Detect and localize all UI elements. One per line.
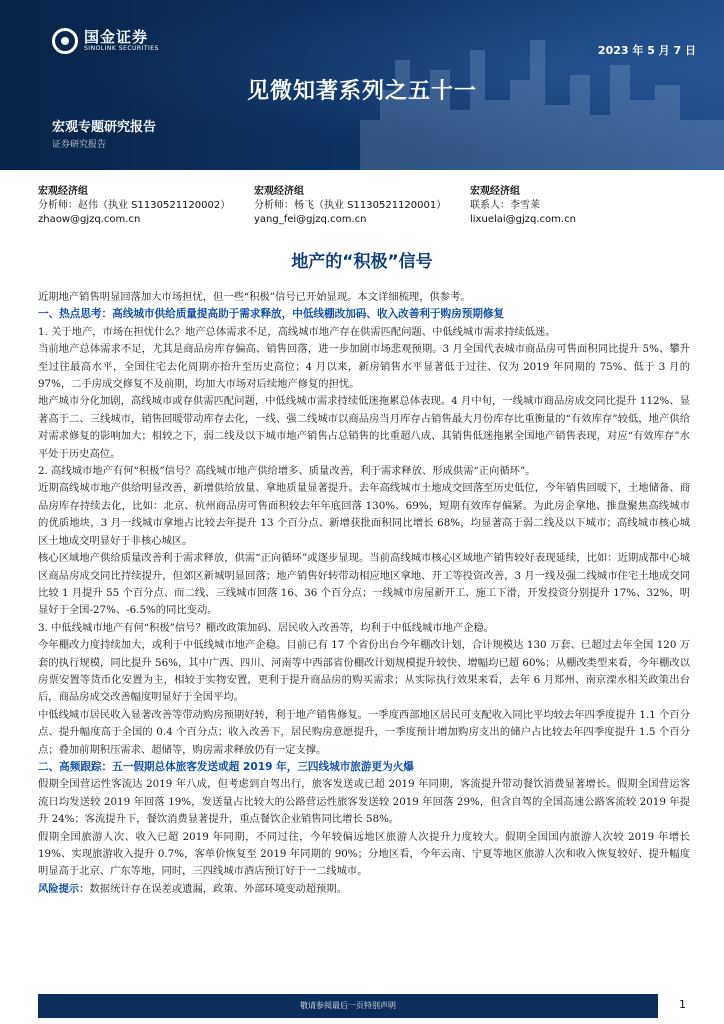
author-email[interactable]: zhaow@gjzq.com.cn: [38, 214, 141, 225]
paragraph: 3. 中低线城市地产有何“积极”信号？棚改政策加码、居民收入改善等，均利于中低线城市地产企稳。: [38, 621, 495, 634]
risk-label: 风险提示：: [38, 882, 90, 895]
footer-disclaimer: 敬请参阅最后一页特别声明: [38, 994, 658, 1018]
paragraph: 假期全国营运性客流达 2019 年八成，但考虑到自驾出行，旅客发送或已超 2019 年同期，客流提升带动餐饮消费显著增长。假期全国营运客流日均发送较 2019 年回落 19%，发送量占比较大的公路营运性旅客发送较 2019 年回落 29%，但含自驾的全国高速公路客流较 2019 年提升 24%；客流提升下，餐饮消费显著提升，重点餐饮企业销售同比增长 58%。: [38, 778, 690, 826]
author-group: 宏观经济组: [38, 186, 88, 197]
paragraph: 今年棚改力度持续加大，或利于中低线城市地产企稳。目前已有 17 个省份出台今年棚改计划，合计规模达 130 万套、已超过去年全国 120 万套的执行规模，同比提升 56%，其中广西、四川、河南等中西部省份棚改计划规模提升较快、增幅均已超 60%；从棚改类型来看，今年棚改以房票安置等货币化安置为主，相较于实物安置，更利于提升商品房的购买需求；从实际执行效果来看，去年 6 月郑州、南京溧水相关政策出台后，商品房成交改善幅度明显好于全国平均。: [38, 639, 690, 704]
report-header: [0, 0, 724, 170]
author-group: 宏观经济组: [254, 186, 304, 197]
section-heading: 一、热点思考：高线城市供给质量提高助于需求释放，中低线棚改加码、收入改善利于购房预期修复: [38, 308, 505, 321]
company-logo: [52, 28, 159, 54]
paragraph: 当前地产总体需求不足，尤其是商品房库存偏高、销售回落，进一步加剧市场悲观预期。3 月全国代表城市商品房可售面积同比提升 5%、攀升至过往最高水平，全国住宅去化周期亦抬升至历史高位；4 月以来，新房销售水平显著低于过往、仅为 2019 年同期的 75%、低于 3 月的 97%，二手房成交修复不及前期，均加大市场对后续地产修复的担忧。: [38, 343, 690, 391]
logo-icon: [52, 28, 78, 54]
author-group: 宏观经济组: [470, 186, 520, 197]
risk-text: 数据统计存在误差或遗漏，政策、外部环境变动超预期。: [89, 882, 347, 895]
report-subtype: 证券研究报告: [52, 140, 107, 150]
paragraph: 地产城市分化加剧，高线城市或存供需匹配问题，中低线城市需求持续低迷拖累总体表现。4 月中旬，一线城市商品房成交同比提升 112%、显著高于二、三线城市，销售回暖带动库存去化，一线、强二线城市以商品房当月库存占销售最大月份库存比重衡量的“有效库存”较低，地产供给对需求修复的影响加大；相较之下，弱二线及以下城市地产销售占总销售的比重超八成、其销售低迷拖累全国地产销售表现，对应“有效库存”水平处于历史高位。: [38, 395, 690, 460]
series-title: 见微知著系列之五十一: [246, 79, 477, 104]
author-line: 联系人：李雪莱: [470, 200, 540, 211]
document-title: 地产的“积极”信号: [291, 252, 433, 272]
page-number: 1: [679, 998, 686, 1011]
author-email[interactable]: yang_fei@gjzq.com.cn: [254, 214, 367, 225]
report-body: [38, 289, 690, 898]
section-heading: 二、高频跟踪：五一假期总体旅客发送或超 2019 年，三四线城市旅游更为火爆: [38, 760, 414, 773]
paragraph: 2. 高线城市地产有何“积极”信号？高线城市地产供给增多、质量改善，利于需求释放、形成供需“正向循环”。: [38, 465, 536, 478]
report-type: 宏观专题研究报告: [52, 120, 157, 135]
author-email[interactable]: lixuelai@gjzq.com.cn: [470, 214, 576, 225]
logo-name-en: SINOLINK SECURITIES: [84, 45, 159, 52]
report-date: 2023 年 5 月 7 日: [597, 44, 696, 57]
paragraph: 中低线城市居民收入显著改善等带动购房预期好转，利于地产销售修复。一季度西部地区居民可支配收入同比平均较去年四季度提升 1.1 个百分点、提升幅度高于全国的 0.4 个百分点；收入改善下，居民购房意愿提升，一季度预计增加购房支出的储户占比较去年四季度提升 1.5 个百分点；叠加前期积压需求、超储等，购房需求释放仍有一定支撑。: [38, 708, 690, 756]
author-block: [38, 185, 688, 229]
paragraph: 核心区域地产供给质量改善利于需求释放，供需“正向循环”或逐步显现。当前高线城市核心区域地产销售较好表现延续，比如：近期成都中心城区商品房成交同比持续提升，但郊区新城明显回落；地产销售好转带动相应地区拿地、开工等投资改善，3 月一线及强二线城市住宅土地成交同比较 1 月提升 55 个百分点、而二线、三线城市回落 16、36 个百分点；一线城市房屋新开工、施工下滑，开发投资分别提升 17%、32%，明显好于全国-27%、-6.5%的同比变动。: [38, 552, 690, 617]
paragraph: 近期高线城市地产供给明显改善，新增供给放量、拿地质量显著提升。去年高线城市土地成交回落至历史低位，今年销售回暖下，土地储备、商品房库存持续去化，比如：北京、杭州商品房可售面积较去年年底回落 130%、69%，短期有效库存偏紧。为此房企拿地、推盘聚焦高线城市的优质地块，3 月一线城市拿地占比较去年提升 13 个百分点、新增获批面积同比增长 68%，均显著高于弱二线及以下城市；高线城市核心城区土地成交明显好于非核心城区。: [38, 482, 690, 547]
author-line: 分析师：杨飞（执业 S1130521120001）: [254, 200, 447, 211]
author-line: 分析师：赵伟（执业 S1130521120002）: [38, 200, 231, 211]
risk-warning: [38, 881, 690, 898]
author-card: [470, 185, 576, 227]
author-card: [38, 185, 230, 227]
paragraph: 1. 关于地产，市场在担忧什么？地产总体需求不足，高线城市地产存在供需匹配问题、中低线城市需求持续低迷。: [38, 325, 556, 338]
author-card: [254, 185, 446, 227]
paragraph: 近期地产销售明显回落加大市场担忧，但一些“积极”信号已开始显现。本文详细梳理，供参考。: [38, 291, 471, 303]
paragraph: 假期全国旅游人次、收入已超 2019 年同期，不同过往，今年较偏远地区旅游人次提升力度较大。假期全国国内旅游人次较 2019 年增长 19%、实现旅游收入提升 0.7%，客单价恢复至 2019 年同期的 90%；分地区看，今年云南、宁夏等地区旅游人次和收入恢复较好、提升幅度明显高于北京、广东等地，同时，三四线城市酒店预订好于一二线城市。: [38, 830, 690, 878]
logo-name-cn: 国金证券: [84, 28, 149, 46]
page-footer: [38, 994, 686, 1020]
